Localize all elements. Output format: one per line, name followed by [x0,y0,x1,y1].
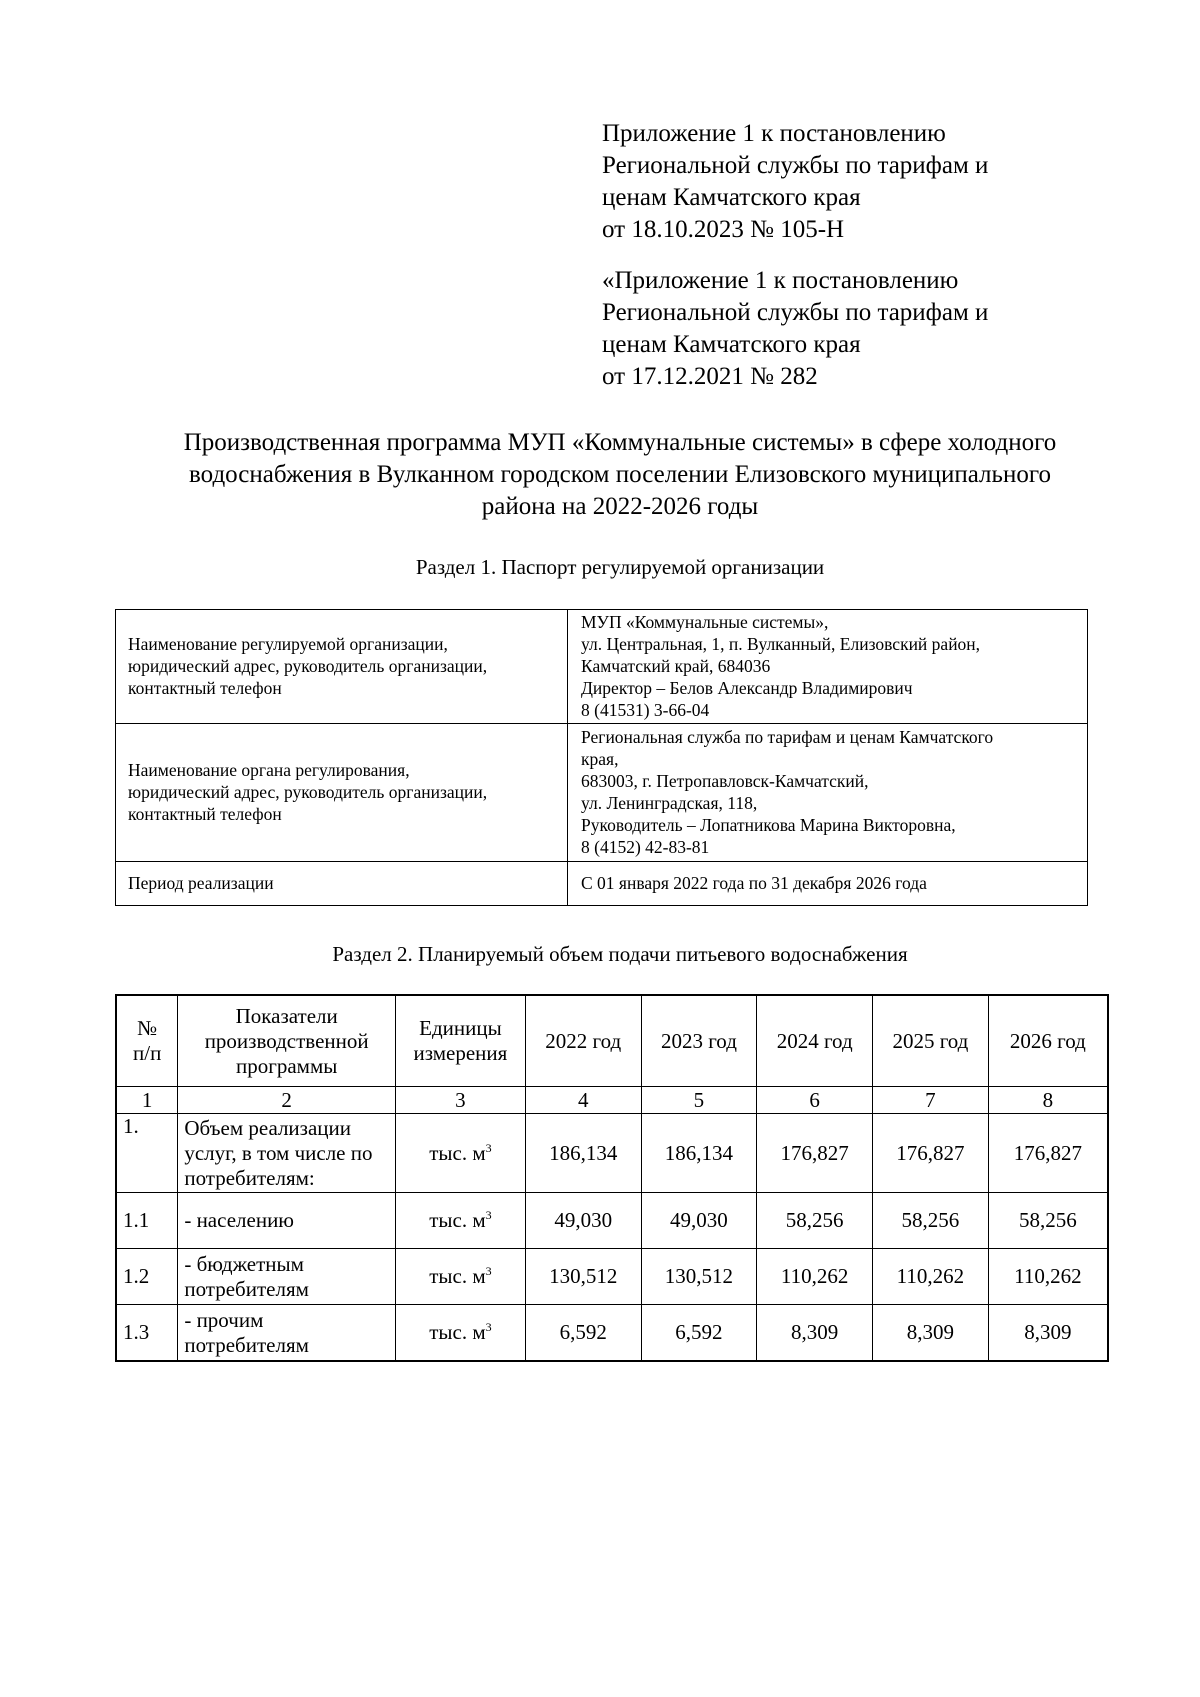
value-cell: 8,309 [757,1305,873,1362]
value-cell: 110,262 [757,1249,873,1305]
value-cell: 186,134 [525,1114,641,1193]
appendix-line: ценам Камчатского края [602,331,861,358]
column-header: 2024 год [757,995,873,1087]
column-number: 5 [641,1087,757,1114]
indicator-name: Объем реализации услуг, в том числе по потребителям: [178,1114,396,1193]
passport-label: Наименование регулируемой организации, юридический адрес, руководитель организации, контактный телефон [116,610,568,724]
value-cell: 186,134 [641,1114,757,1193]
document-title [100,427,1140,523]
appendix-date: от 17.12.2021 № 282 [602,363,818,390]
column-header: 2022 год [525,995,641,1087]
section1-title: Раздел 1. Паспорт регулируемой организации [415,555,825,579]
passport-value: С 01 января 2022 года по 31 декабря 2026 года [568,862,1088,906]
appendix-line: Региональной службы по тарифам и [602,152,989,179]
value-cell: 130,512 [525,1249,641,1305]
column-number: 7 [873,1087,989,1114]
column-header: 2025 год [873,995,989,1087]
value-cell: 130,512 [641,1249,757,1305]
value-cell: 49,030 [641,1193,757,1249]
column-header: 2023 год [641,995,757,1087]
unit-cell: тыс. $м^3$ [396,1305,526,1362]
column-number-row [116,1087,1108,1114]
unit-cell: тыс. $м^3$ [396,1193,526,1249]
value-cell: 6,592 [525,1305,641,1362]
appendix-date: от 18.10.2023 № 105-Н [602,216,845,243]
table-row [116,610,1088,724]
value-cell: 58,256 [757,1193,873,1249]
appendix-header-current [602,118,1122,246]
table-header-row [116,995,1108,1087]
value-cell: 58,256 [873,1193,989,1249]
row-number: 1. [116,1114,178,1193]
column-number: 3 [396,1087,526,1114]
appendix-header-original [602,265,1122,393]
row-number: 1.2 [116,1249,178,1305]
table-row [116,1305,1108,1362]
appendix-line: Приложение 1 к постановлению [602,120,946,147]
value-cell: 110,262 [988,1249,1108,1305]
table-row [116,862,1088,906]
appendix-line: «Приложение 1 к постановлению [602,267,959,294]
column-number: 4 [525,1087,641,1114]
title-line: района на 2022-2026 годы [481,493,759,520]
column-header: № п/п [116,995,178,1087]
value-cell: 6,592 [641,1305,757,1362]
value-cell: 176,827 [988,1114,1108,1193]
column-header: Единицы измерения [396,995,526,1087]
passport-label: Наименование органа регулирования, юридический адрес, руководитель организации, контактный телефон [116,724,568,862]
indicator-name: - прочим потребителям [178,1305,396,1362]
table-row [116,1249,1108,1305]
value-cell: 176,827 [757,1114,873,1193]
column-number: 8 [988,1087,1108,1114]
row-number: 1.3 [116,1305,178,1362]
value-cell: 58,256 [988,1193,1108,1249]
indicator-name: - бюджетным потребителям [178,1249,396,1305]
appendix-line: Региональной службы по тарифам и [602,299,989,326]
column-number: 6 [757,1087,873,1114]
volume-table [115,994,1109,1362]
title-line: Производственная программа МУП «Коммунальные системы» в сфере холодного [183,429,1057,456]
passport-value: Региональная служба по тарифам и ценам Камчатского края, 683003, г. Петропавловск-Камчатский, ул. Ленинградская, 118, Руководитель – Лопатникова Марина Викторовна, 8 (4152) 42-83-81 [568,724,1088,862]
column-header: 2026 год [988,995,1108,1087]
passport-label: Период реализации [116,862,568,906]
unit-cell: тыс. $м^3$ [396,1114,526,1193]
indicator-name: - населению [178,1193,396,1249]
value-cell: 8,309 [988,1305,1108,1362]
appendix-line: ценам Камчатского края [602,184,861,211]
value-cell: 110,262 [873,1249,989,1305]
value-cell: 176,827 [873,1114,989,1193]
column-header: Показатели производственной программы [178,995,396,1087]
value-cell: 8,309 [873,1305,989,1362]
column-number: 2 [178,1087,396,1114]
title-line: водоснабжения в Вулканном городском поселении Елизовского муниципального [189,461,1051,488]
value-cell: 49,030 [525,1193,641,1249]
table-row [116,1114,1108,1193]
passport-value: МУП «Коммунальные системы», ул. Центральная, 1, п. Вулканный, Елизовский район, Камчатский край, 684036 Директор – Белов Александр Владимирович 8 (41531) 3-66-04 [568,610,1088,724]
table-row [116,1193,1108,1249]
row-number: 1.1 [116,1193,178,1249]
section2-title: Раздел 2. Планируемый объем подачи питьевого водоснабжения [332,942,908,966]
column-number: 1 [116,1087,178,1114]
unit-cell: тыс. $м^3$ [396,1249,526,1305]
passport-table [115,609,1088,906]
table-row [116,724,1088,862]
